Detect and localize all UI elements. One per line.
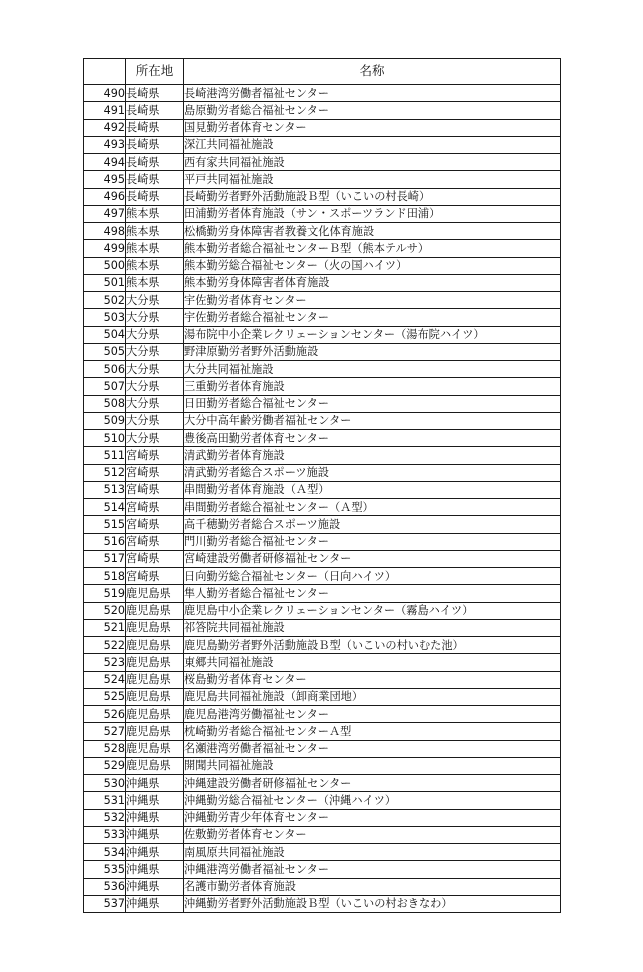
row-facility-name: 佐敷勤労者体育センター <box>184 826 561 843</box>
row-location: 宮崎県 <box>126 481 184 498</box>
table-row <box>84 844 561 861</box>
table-row <box>84 343 561 360</box>
row-facility-name: 清武勤労者体育施設 <box>184 447 561 464</box>
row-location: 熊本県 <box>126 274 184 291</box>
row-facility-name: 大分共同福祉施設 <box>184 361 561 378</box>
table-row <box>84 775 561 792</box>
row-location: 宮崎県 <box>126 550 184 567</box>
row-location: 宮崎県 <box>126 499 184 516</box>
row-number: 490 <box>84 85 126 102</box>
row-number: 524 <box>84 671 126 688</box>
row-location: 熊本県 <box>126 223 184 240</box>
table-row <box>84 274 561 291</box>
table-row <box>84 447 561 464</box>
row-location: 鹿児島県 <box>126 602 184 619</box>
row-facility-name: 熊本勤労総合福祉センター（火の国ハイツ） <box>184 257 561 274</box>
row-facility-name: 野津原勤労者野外活動施設 <box>184 343 561 360</box>
row-location: 大分県 <box>126 326 184 343</box>
row-location: 鹿児島県 <box>126 757 184 774</box>
row-facility-name: 沖縄勤労青少年体育センター <box>184 809 561 826</box>
table-row <box>84 757 561 774</box>
row-number: 510 <box>84 430 126 447</box>
table-row <box>84 723 561 740</box>
row-facility-name: 松橋勤労身体障害者教養文化体育施設 <box>184 223 561 240</box>
table-row <box>84 171 561 188</box>
row-location: 大分県 <box>126 395 184 412</box>
row-number: 506 <box>84 361 126 378</box>
table-row <box>84 499 561 516</box>
row-facility-name: 宮崎建設労働者研修福祉センター <box>184 550 561 567</box>
row-number: 501 <box>84 274 126 291</box>
table-row <box>84 205 561 222</box>
row-facility-name: 開聞共同福祉施設 <box>184 757 561 774</box>
row-location: 鹿児島県 <box>126 723 184 740</box>
table-row <box>84 309 561 326</box>
table-row <box>84 878 561 895</box>
row-number: 508 <box>84 395 126 412</box>
row-facility-name: 沖縄勤労総合福祉センター（沖縄ハイツ） <box>184 792 561 809</box>
table-row <box>84 136 561 153</box>
table-row <box>84 326 561 343</box>
row-facility-name: 豊後高田勤労者体育センター <box>184 430 561 447</box>
row-number: 516 <box>84 533 126 550</box>
table-row <box>84 809 561 826</box>
row-number: 491 <box>84 102 126 119</box>
table-row <box>84 395 561 412</box>
row-number: 505 <box>84 343 126 360</box>
table-row <box>84 602 561 619</box>
table-row <box>84 188 561 205</box>
row-location: 鹿児島県 <box>126 619 184 636</box>
row-number: 507 <box>84 378 126 395</box>
row-location: 鹿児島県 <box>126 671 184 688</box>
table-row <box>84 619 561 636</box>
row-location: 宮崎県 <box>126 464 184 481</box>
row-number: 493 <box>84 136 126 153</box>
row-facility-name: 国見勤労者体育センター <box>184 119 561 136</box>
row-location: 長崎県 <box>126 102 184 119</box>
row-number: 529 <box>84 757 126 774</box>
table-row <box>84 585 561 602</box>
row-facility-name: 沖縄建設労働者研修福祉センター <box>184 775 561 792</box>
row-number: 532 <box>84 809 126 826</box>
row-facility-name: 西有家共同福祉施設 <box>184 154 561 171</box>
row-location: 長崎県 <box>126 154 184 171</box>
row-facility-name: 湯布院中小企業レクリェーションセンター（湯布院ハイツ） <box>184 326 561 343</box>
row-location: 熊本県 <box>126 240 184 257</box>
table-row <box>84 292 561 309</box>
header-name: 名称 <box>184 59 561 85</box>
row-number: 522 <box>84 637 126 654</box>
row-location: 大分県 <box>126 292 184 309</box>
row-number: 496 <box>84 188 126 205</box>
row-facility-name: 大分中高年齢労働者福祉センター <box>184 412 561 429</box>
row-number: 525 <box>84 688 126 705</box>
row-location: 沖縄県 <box>126 775 184 792</box>
table-row <box>84 240 561 257</box>
row-location: 大分県 <box>126 309 184 326</box>
row-facility-name: 鹿児島共同福祉施設（卸商業団地） <box>184 688 561 705</box>
table-row <box>84 102 561 119</box>
row-location: 宮崎県 <box>126 568 184 585</box>
row-facility-name: 鹿児島港湾労働福祉センター <box>184 706 561 723</box>
row-number: 511 <box>84 447 126 464</box>
table-row <box>84 412 561 429</box>
row-number: 503 <box>84 309 126 326</box>
row-location: 沖縄県 <box>126 861 184 878</box>
row-number: 497 <box>84 205 126 222</box>
table-row <box>84 223 561 240</box>
row-location: 沖縄県 <box>126 792 184 809</box>
row-facility-name: 島原勤労者総合福祉センター <box>184 102 561 119</box>
row-number: 537 <box>84 895 126 912</box>
row-location: 沖縄県 <box>126 878 184 895</box>
row-location: 熊本県 <box>126 257 184 274</box>
row-facility-name: 日田勤労者総合福祉センター <box>184 395 561 412</box>
row-number: 515 <box>84 516 126 533</box>
row-number: 520 <box>84 602 126 619</box>
table-row <box>84 706 561 723</box>
row-location: 鹿児島県 <box>126 654 184 671</box>
row-location: 宮崎県 <box>126 516 184 533</box>
row-facility-name: 宇佐勤労者体育センター <box>184 292 561 309</box>
row-location: 大分県 <box>126 378 184 395</box>
table-row <box>84 430 561 447</box>
row-location: 鹿児島県 <box>126 706 184 723</box>
row-facility-name: 串間勤労者体育施設（Ａ型） <box>184 481 561 498</box>
row-facility-name: 沖縄勤労者野外活動施設Ｂ型（いこいの村おきなわ） <box>184 895 561 912</box>
row-facility-name: 田浦勤労者体育施設（サン・スポーツランド田浦） <box>184 205 561 222</box>
row-facility-name: 祁答院共同福祉施設 <box>184 619 561 636</box>
row-facility-name: 深江共同福祉施設 <box>184 136 561 153</box>
row-number: 495 <box>84 171 126 188</box>
row-facility-name: 高千穂勤労者総合スポーツ施設 <box>184 516 561 533</box>
row-location: 長崎県 <box>126 85 184 102</box>
table-row <box>84 688 561 705</box>
table-row <box>84 85 561 102</box>
row-number: 504 <box>84 326 126 343</box>
row-number: 530 <box>84 775 126 792</box>
row-number: 502 <box>84 292 126 309</box>
row-location: 沖縄県 <box>126 809 184 826</box>
table-row <box>84 516 561 533</box>
row-number: 526 <box>84 706 126 723</box>
facility-table <box>83 58 561 913</box>
row-number: 527 <box>84 723 126 740</box>
header-number <box>84 59 126 85</box>
row-facility-name: 枕崎勤労者総合福祉センターＡ型 <box>184 723 561 740</box>
row-location: 長崎県 <box>126 136 184 153</box>
row-location: 鹿児島県 <box>126 585 184 602</box>
row-location: 宮崎県 <box>126 447 184 464</box>
header-location: 所在地 <box>126 59 184 85</box>
row-number: 535 <box>84 861 126 878</box>
table-row <box>84 257 561 274</box>
row-location: 長崎県 <box>126 119 184 136</box>
row-number: 519 <box>84 585 126 602</box>
table-row <box>84 826 561 843</box>
table-row <box>84 378 561 395</box>
table-row <box>84 464 561 481</box>
table-row <box>84 481 561 498</box>
row-facility-name: 門川勤労者総合福祉センター <box>184 533 561 550</box>
row-location: 大分県 <box>126 412 184 429</box>
table-row <box>84 533 561 550</box>
row-number: 517 <box>84 550 126 567</box>
row-facility-name: 熊本勤労身体障害者体育施設 <box>184 274 561 291</box>
table-row <box>84 861 561 878</box>
table-row <box>84 654 561 671</box>
row-location: 宮崎県 <box>126 533 184 550</box>
table-row <box>84 550 561 567</box>
row-location: 鹿児島県 <box>126 688 184 705</box>
table-row <box>84 568 561 585</box>
row-number: 494 <box>84 154 126 171</box>
row-facility-name: 串間勤労者総合福祉センター（Ａ型） <box>184 499 561 516</box>
row-location: 長崎県 <box>126 171 184 188</box>
row-facility-name: 長崎勤労者野外活動施設Ｂ型（いこいの村長崎） <box>184 188 561 205</box>
table-row <box>84 361 561 378</box>
row-facility-name: 鹿児島中小企業レクリェーションセンター（霧島ハイツ） <box>184 602 561 619</box>
row-facility-name: 隼人勤労者総合福祉センター <box>184 585 561 602</box>
table-header-row <box>84 59 561 85</box>
row-number: 509 <box>84 412 126 429</box>
row-location: 沖縄県 <box>126 826 184 843</box>
table-body <box>84 85 561 913</box>
row-number: 518 <box>84 568 126 585</box>
row-number: 498 <box>84 223 126 240</box>
row-location: 熊本県 <box>126 205 184 222</box>
row-location: 大分県 <box>126 430 184 447</box>
table-row <box>84 637 561 654</box>
table-row <box>84 671 561 688</box>
row-number: 531 <box>84 792 126 809</box>
row-facility-name: 平戸共同福祉施設 <box>184 171 561 188</box>
row-number: 528 <box>84 740 126 757</box>
row-facility-name: 宇佐勤労者総合福祉センター <box>184 309 561 326</box>
row-location: 鹿児島県 <box>126 637 184 654</box>
row-number: 499 <box>84 240 126 257</box>
row-facility-name: 清武勤労者総合スポーツ施設 <box>184 464 561 481</box>
row-facility-name: 東郷共同福祉施設 <box>184 654 561 671</box>
row-facility-name: 日向勤労総合福祉センター（日向ハイツ） <box>184 568 561 585</box>
row-number: 533 <box>84 826 126 843</box>
row-number: 500 <box>84 257 126 274</box>
row-facility-name: 熊本勤労者総合福祉センターＢ型（熊本テルサ） <box>184 240 561 257</box>
table-row <box>84 154 561 171</box>
row-number: 492 <box>84 119 126 136</box>
table-row <box>84 792 561 809</box>
row-number: 523 <box>84 654 126 671</box>
row-facility-name: 鹿児島勤労者野外活動施設Ｂ型（いこいの村いむた池） <box>184 637 561 654</box>
row-facility-name: 名瀬港湾労働者福祉センター <box>184 740 561 757</box>
row-location: 沖縄県 <box>126 895 184 912</box>
row-facility-name: 沖縄港湾労働者福祉センター <box>184 861 561 878</box>
row-location: 大分県 <box>126 361 184 378</box>
row-facility-name: 三重勤労者体育施設 <box>184 378 561 395</box>
row-number: 534 <box>84 844 126 861</box>
row-facility-name: 長崎港湾労働者福祉センター <box>184 85 561 102</box>
row-number: 512 <box>84 464 126 481</box>
row-facility-name: 南風原共同福祉施設 <box>184 844 561 861</box>
row-facility-name: 名護市勤労者体育施設 <box>184 878 561 895</box>
table-row <box>84 740 561 757</box>
row-number: 514 <box>84 499 126 516</box>
row-number: 513 <box>84 481 126 498</box>
table-row <box>84 895 561 912</box>
row-facility-name: 桜島勤労者体育センター <box>184 671 561 688</box>
row-location: 大分県 <box>126 343 184 360</box>
table-row <box>84 119 561 136</box>
row-number: 536 <box>84 878 126 895</box>
row-location: 鹿児島県 <box>126 740 184 757</box>
row-number: 521 <box>84 619 126 636</box>
row-location: 長崎県 <box>126 188 184 205</box>
row-location: 沖縄県 <box>126 844 184 861</box>
